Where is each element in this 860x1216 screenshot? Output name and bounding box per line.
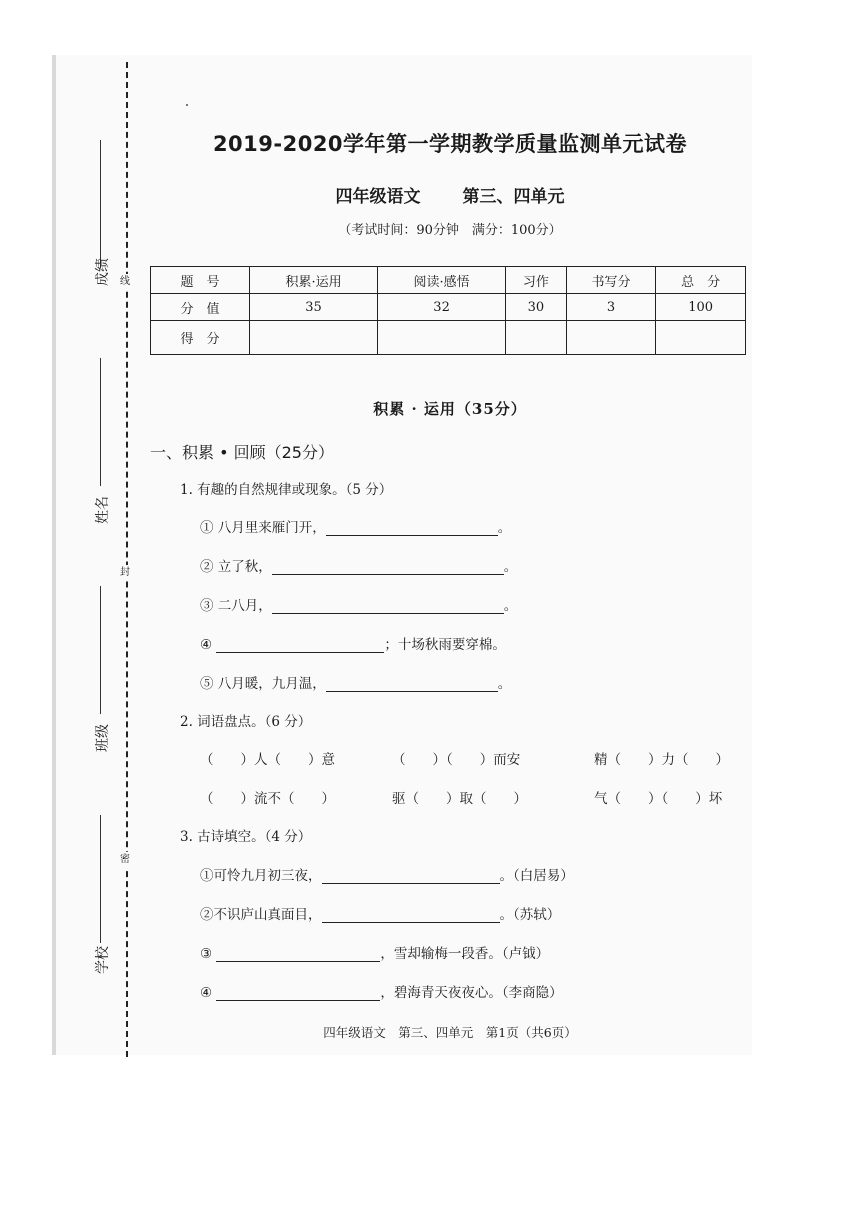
answer-blank[interactable]	[272, 560, 504, 575]
school-field-line	[100, 815, 101, 943]
word-blank-group: （ ）流不（ ）	[200, 791, 335, 807]
binding-mark-mi: 密	[120, 852, 130, 868]
table-cell: 35	[250, 294, 378, 321]
item-text: 。	[497, 676, 512, 692]
table-cell: 100	[656, 294, 746, 321]
grade-subject: 四年级语文	[335, 187, 421, 207]
word-blank-group: 气（ ）（ ）坏	[594, 791, 723, 807]
binding-mark-xian: 线	[120, 274, 130, 290]
binding-mark-feng: 封	[120, 565, 130, 581]
item-text: ⑤ 八月暖，九月温，	[200, 676, 326, 692]
item-text: 。（白居易）	[499, 868, 574, 884]
answer-blank[interactable]	[216, 947, 380, 962]
table-header-cell: 阅读·感悟	[378, 267, 506, 294]
item-text: ② 立了秋，	[200, 559, 272, 575]
item-text: ③	[200, 946, 217, 962]
item-text: ，碧海青天夜夜心。（李商隐）	[380, 985, 563, 1001]
page-footer: 四年级语文 第三、四单元 第1页（共6页）	[323, 1025, 577, 1040]
score-entry-cell[interactable]	[378, 321, 506, 355]
word-blank-group: 驱（ ）取（ ）	[392, 791, 527, 807]
part-title: 一、积累 • 回顾（25分）	[150, 443, 334, 462]
score-entry-cell[interactable]	[566, 321, 656, 355]
item-text: ③ 二八月，	[200, 598, 272, 614]
question-item	[200, 942, 549, 962]
answer-blank[interactable]	[326, 677, 498, 692]
answer-blank[interactable]	[322, 869, 500, 884]
question-item	[200, 981, 563, 1001]
table-header-cell: 积累·运用	[250, 267, 378, 294]
item-text: ④	[200, 985, 217, 1001]
school-field-label: 学校	[95, 946, 111, 974]
section-title: 积累 · 运用（35分）	[373, 400, 527, 418]
exam-title: 2019-2020学年第一学期教学质量监测单元试卷	[212, 132, 688, 156]
score-entry-cell[interactable]	[656, 321, 746, 355]
word-blank-group: （ ）（ ）而安	[392, 752, 521, 768]
question-item	[200, 516, 511, 536]
table-cell: 得 分	[151, 321, 250, 355]
score-field-line	[100, 140, 101, 268]
name-field-label: 姓名	[95, 496, 111, 524]
scan-edge-shadow	[52, 55, 56, 1055]
item-text: ①可怜九月初三夜，	[200, 868, 322, 884]
exam-subtitle	[150, 182, 750, 207]
table-row	[151, 294, 746, 321]
score-entry-cell[interactable]	[250, 321, 378, 355]
table-header-cell: 书写分	[566, 267, 656, 294]
item-text: ，雪却输梅一段香。（卢钺）	[380, 946, 550, 962]
table-cell: 3	[566, 294, 656, 321]
item-text: ；十场秋雨要穿棉。	[384, 637, 506, 653]
table-row	[151, 321, 746, 355]
answer-blank[interactable]	[272, 599, 504, 614]
table-cell: 分 值	[151, 294, 250, 321]
item-text: 。（苏轼）	[499, 907, 561, 923]
item-text: 。	[503, 598, 518, 614]
answer-blank[interactable]	[216, 638, 384, 653]
item-text: 。	[497, 520, 512, 536]
table-row	[151, 267, 746, 294]
word-blank-group: 精（ ）力（ ）	[594, 752, 729, 768]
table-header-cell: 题 号	[151, 267, 250, 294]
exam-info: （考试时间：90分钟 满分：100分）	[338, 223, 562, 238]
question-item	[200, 633, 506, 653]
name-field-line	[100, 358, 101, 486]
score-entry-cell[interactable]	[506, 321, 567, 355]
table-header-cell: 总 分	[656, 267, 746, 294]
word-blank-group: （ ）人（ ）意	[200, 752, 335, 768]
question-title: 2. 词语盘点。（6 分）	[180, 714, 312, 730]
binding-dashed-line	[126, 62, 128, 1057]
question-title: 1. 有趣的自然规律或现象。（5 分）	[180, 482, 393, 498]
table-cell: 32	[378, 294, 506, 321]
question-item	[200, 555, 517, 575]
answer-blank[interactable]	[216, 986, 380, 1001]
class-field-line	[100, 586, 101, 714]
item-text: 。	[503, 559, 518, 575]
unit-name: 第三、四单元	[462, 187, 565, 207]
scan-speck	[186, 104, 188, 106]
question-title: 3. 古诗填空。（4 分）	[180, 829, 312, 845]
item-text: ②不识庐山真面目，	[200, 907, 322, 923]
question-item	[200, 594, 517, 614]
answer-blank[interactable]	[322, 908, 500, 923]
question-item	[200, 864, 574, 884]
answer-blank[interactable]	[326, 521, 498, 536]
table-cell: 30	[506, 294, 567, 321]
table-header-cell: 习作	[506, 267, 567, 294]
question-item	[200, 672, 511, 692]
item-text: ① 八月里来雁门开，	[200, 520, 326, 536]
score-table	[150, 266, 746, 355]
class-field-label: 班级	[95, 724, 111, 752]
item-text: ④	[200, 637, 217, 653]
score-field-label: 成绩	[95, 258, 111, 286]
question-item	[200, 903, 560, 923]
